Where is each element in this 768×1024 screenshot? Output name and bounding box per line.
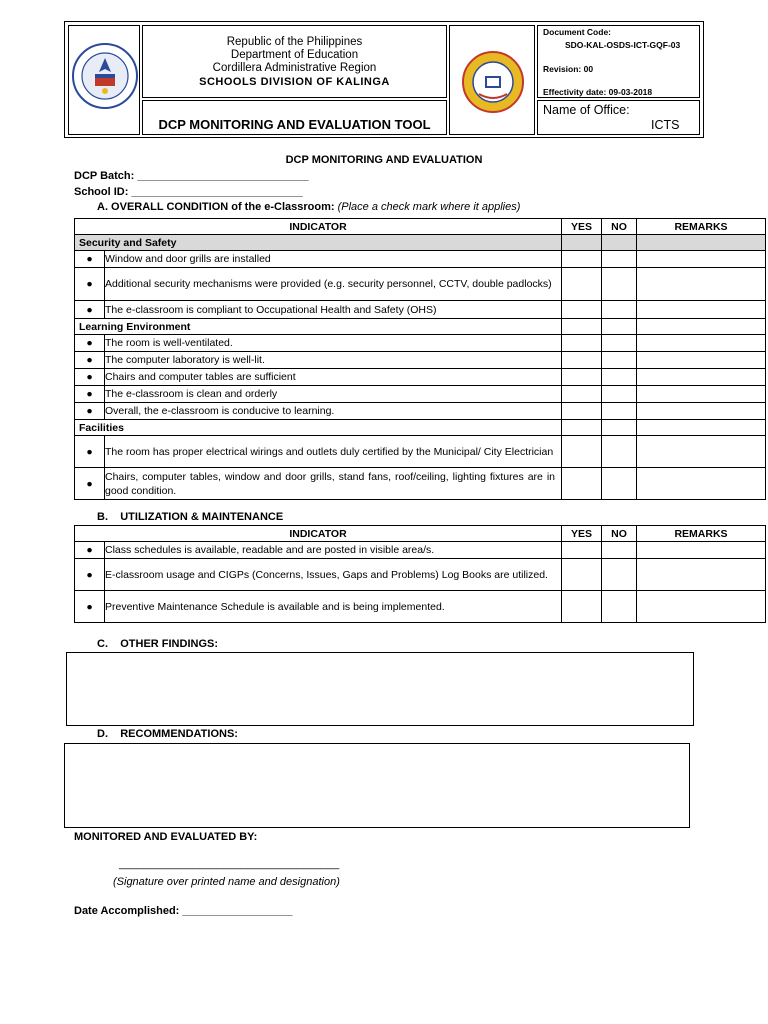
yes-checkbox[interactable] <box>562 386 602 403</box>
table-row <box>75 251 766 268</box>
col-yes: YES <box>562 526 602 542</box>
col-indicator: INDICATOR <box>75 526 562 542</box>
school-id-field[interactable]: School ID: ____________________________ <box>74 186 303 198</box>
remarks-cell[interactable] <box>637 559 766 591</box>
remarks-cell[interactable] <box>637 542 766 559</box>
table-row <box>75 335 766 352</box>
group-facilities: Facilities <box>75 420 562 436</box>
col-no: NO <box>602 219 637 235</box>
col-no: NO <box>602 526 637 542</box>
table-row <box>75 436 766 468</box>
table-row <box>75 386 766 403</box>
effectivity-date: Effectivity date: 09-03-2018 <box>543 87 653 97</box>
yes-checkbox[interactable] <box>562 403 602 420</box>
yes-checkbox[interactable] <box>562 301 602 319</box>
bullet-icon: ● <box>75 301 105 319</box>
no-checkbox[interactable] <box>602 369 637 386</box>
office-name: ICTS <box>651 118 680 132</box>
remarks-cell[interactable] <box>637 301 766 319</box>
indicator-text: The e-classroom is compliant to Occupational Health and Safety (OHS) <box>105 301 562 319</box>
no-checkbox[interactable] <box>602 268 637 301</box>
no-checkbox[interactable] <box>602 591 637 623</box>
remarks-cell[interactable] <box>637 403 766 420</box>
yes-checkbox[interactable] <box>562 468 602 500</box>
dcp-batch-field[interactable]: DCP Batch: ____________________________ <box>74 170 309 182</box>
no-checkbox[interactable] <box>602 301 637 319</box>
no-checkbox[interactable] <box>602 559 637 591</box>
col-indicator: INDICATOR <box>75 219 562 235</box>
yes-checkbox[interactable] <box>562 268 602 301</box>
table-row <box>75 468 766 500</box>
no-checkbox[interactable] <box>602 542 637 559</box>
section-a-title: A. OVERALL CONDITION of the e-Classroom: <box>97 201 335 213</box>
no-checkbox[interactable] <box>602 436 637 468</box>
date-accomplished-field[interactable]: Date Accomplished: __________________ <box>74 905 293 917</box>
indicator-text: Chairs, computer tables, window and door grills, stand fans, roof/ceiling, lighting fixtures are in good condition. <box>105 468 562 500</box>
table-row <box>75 301 766 319</box>
tool-title: DCP MONITORING AND EVALUATION TOOL <box>158 117 431 132</box>
indicator-text: Window and door grills are installed <box>105 251 562 268</box>
bullet-icon: ● <box>75 386 105 403</box>
form-title: DCP MONITORING AND EVALUATION <box>285 154 483 166</box>
bullet-icon: ● <box>75 335 105 352</box>
group-learning-environment: Learning Environment <box>75 319 562 335</box>
section-d-heading: D. RECOMMENDATIONS: <box>97 728 238 740</box>
remarks-cell[interactable] <box>637 335 766 352</box>
other-findings-box[interactable] <box>66 652 694 726</box>
indicator-text: Overall, the e-classroom is conducive to learning. <box>105 403 562 420</box>
remarks-cell[interactable] <box>637 386 766 403</box>
signature-line[interactable]: ____________________________________ <box>119 858 340 870</box>
revision: Revision: 00 <box>543 64 594 74</box>
yes-checkbox[interactable] <box>562 335 602 352</box>
remarks-cell[interactable] <box>637 436 766 468</box>
section-a-heading <box>97 201 520 213</box>
indicator-text: The computer laboratory is well-lit. <box>105 352 562 369</box>
remarks-cell[interactable] <box>637 591 766 623</box>
recommendations-box[interactable] <box>64 743 690 828</box>
no-checkbox[interactable] <box>602 403 637 420</box>
indicator-text: Chairs and computer tables are sufficient <box>105 369 562 386</box>
yes-checkbox[interactable] <box>562 542 602 559</box>
no-checkbox[interactable] <box>602 335 637 352</box>
yes-checkbox[interactable] <box>562 352 602 369</box>
bullet-icon: ● <box>75 251 105 268</box>
yes-checkbox[interactable] <box>562 369 602 386</box>
remarks-cell[interactable] <box>637 468 766 500</box>
col-remarks: REMARKS <box>637 219 766 235</box>
table-row <box>75 542 766 559</box>
remarks-cell[interactable] <box>637 268 766 301</box>
section-b-heading: B. UTILIZATION & MAINTENANCE <box>97 511 284 523</box>
gov-line-2: Department of Education <box>230 49 359 61</box>
indicator-text: The room has proper electrical wirings and outlets duly certified by the Municipal/ City Electrician <box>105 436 562 468</box>
table-row <box>75 352 766 369</box>
indicator-text: Preventive Maintenance Schedule is available and is being implemented. <box>105 591 562 623</box>
gov-line-3: Cordillera Administrative Region <box>212 62 377 74</box>
section-a-note: (Place a check mark where it applies) <box>337 201 521 213</box>
bullet-icon: ● <box>75 436 105 468</box>
table-row <box>75 559 766 591</box>
bullet-icon: ● <box>75 542 105 559</box>
yes-checkbox[interactable] <box>562 591 602 623</box>
indicator-text: The room is well-ventilated. <box>105 335 562 352</box>
gov-line-1: Republic of the Philippines <box>226 36 363 48</box>
division-name: SCHOOLS DIVISION OF KALINGA <box>199 76 390 88</box>
no-checkbox[interactable] <box>602 251 637 268</box>
table-row <box>75 268 766 301</box>
doc-code: SDO-KAL-OSDS-ICT-GQF-03 <box>565 40 681 50</box>
section-b-table <box>74 525 766 623</box>
kalinga-seal-icon <box>461 50 525 114</box>
remarks-cell[interactable] <box>637 251 766 268</box>
bullet-icon: ● <box>75 468 105 500</box>
section-c-heading: C. OTHER FINDINGS: <box>97 638 218 650</box>
section-a-table <box>74 218 766 500</box>
no-checkbox[interactable] <box>602 386 637 403</box>
no-checkbox[interactable] <box>602 352 637 369</box>
bullet-icon: ● <box>75 559 105 591</box>
col-remarks: REMARKS <box>637 526 766 542</box>
doc-code-label: Document Code: <box>543 27 611 37</box>
monitored-by-label: MONITORED AND EVALUATED BY: <box>74 831 258 843</box>
yes-checkbox[interactable] <box>562 436 602 468</box>
bullet-icon: ● <box>75 268 105 301</box>
bullet-icon: ● <box>75 352 105 369</box>
remarks-cell[interactable] <box>637 352 766 369</box>
indicator-text: E-classroom usage and CIGPs (Concerns, Issues, Gaps and Problems) Log Books are utilized. <box>105 559 562 591</box>
office-label: Name of Office: <box>543 103 630 117</box>
indicator-text: Additional security mechanisms were provided (e.g. security personnel, CCTV, double padlocks) <box>105 268 562 301</box>
yes-checkbox[interactable] <box>562 251 602 268</box>
bullet-icon: ● <box>75 591 105 623</box>
indicator-text: Class schedules is available, readable and are posted in visible area/s. <box>105 542 562 559</box>
bullet-icon: ● <box>75 369 105 386</box>
deped-seal-icon <box>71 42 139 110</box>
table-row <box>75 591 766 623</box>
table-row <box>75 369 766 386</box>
remarks-cell[interactable] <box>637 369 766 386</box>
col-yes: YES <box>562 219 602 235</box>
no-checkbox[interactable] <box>602 468 637 500</box>
bullet-icon: ● <box>75 403 105 420</box>
yes-checkbox[interactable] <box>562 559 602 591</box>
group-security: Security and Safety <box>75 235 562 251</box>
table-row <box>75 403 766 420</box>
indicator-text: The e-classroom is clean and orderly <box>105 386 562 403</box>
signature-caption: (Signature over printed name and designation) <box>113 876 340 888</box>
